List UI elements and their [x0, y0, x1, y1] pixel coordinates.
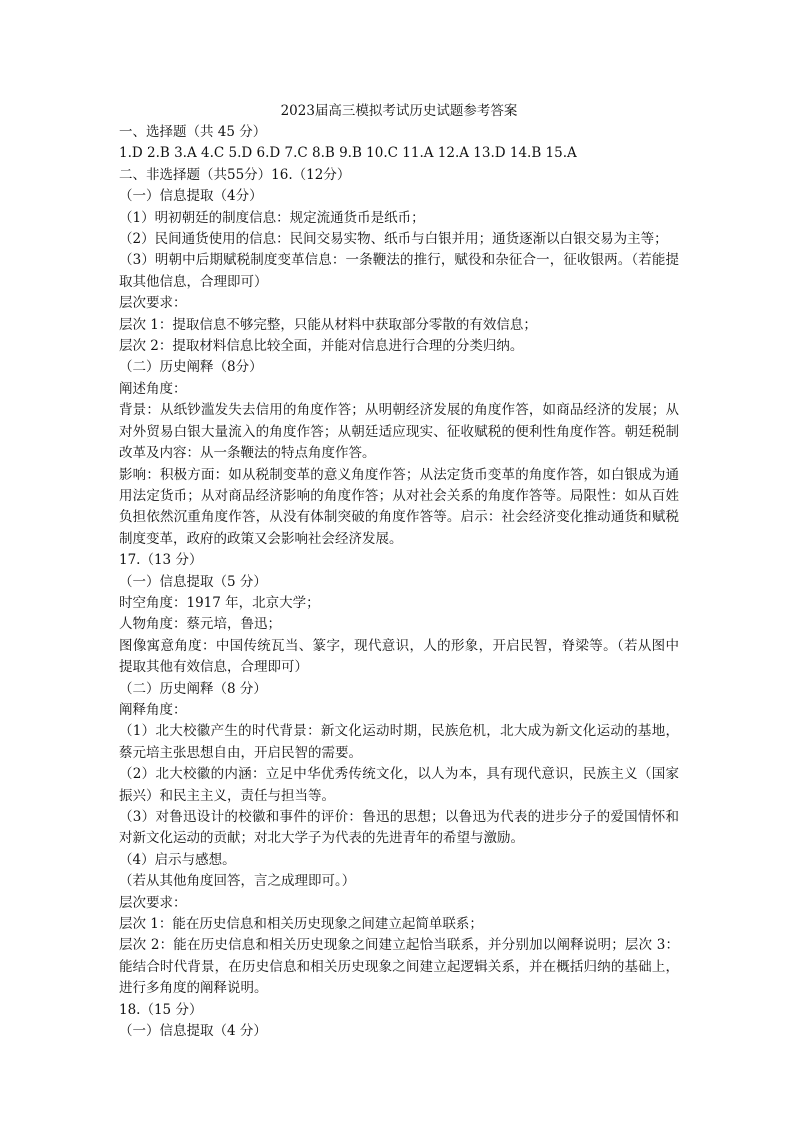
- answer-paragraph: 图像寓意角度：中国传统瓦当、篆字，现代意识，人的形象，开启民智，脊梁等。（若从图中提取其他有效信息，合理即可）: [119, 637, 679, 676]
- answer-paragraph: （1）北大校徽产生的时代背景：新文化运动时期，民族危机，北大成为新文化运动的基地，蔡元培主张思想自由，开启民智的需要。: [119, 723, 679, 761]
- answer-paragraph: 背景：从纸钞滥发失去信用的角度作答；从明朝经济发展的角度作答，如商品经济的发展；从对外贸易白银大量流入的角度作答；从朝廷适应现实、征收赋税的便利性角度作答。朝廷税制改革及内容：从一条鞭法的特点角度作答。: [119, 402, 679, 462]
- answer-line: （1）明初朝廷的制度信息：规定流通货币是纸币；: [119, 209, 425, 226]
- subsection-heading: （二）历史阐释（8 分）: [119, 680, 267, 697]
- answer-line: （2）民间通货使用的信息：民间交易实物、纸币与白银并用；通货逐渐以白银交易为主等；: [119, 231, 668, 248]
- section-heading: 一、选择题（共 45 分）: [119, 124, 267, 140]
- level-line: 层次 1：能在历史信息和相关历史现象之间建立起简单联系；: [119, 916, 483, 933]
- level-heading: 层次要求：: [119, 894, 187, 911]
- answer-line: 时空角度：1917 年，北京大学；: [119, 594, 320, 611]
- answer-line: （4）启示与感想。: [119, 851, 236, 868]
- subsection-heading: （一）信息提取（5 分）: [119, 573, 267, 590]
- answer-paragraph: （3）明朝中后期赋税制度变革信息：一条鞭法的推行，赋役和杂征合一，征收银两。（若能提取其他信息，合理即可）: [119, 252, 679, 290]
- question-heading: 17.（13 分）: [119, 552, 203, 569]
- mc-answers: 1.D 2.B 3.A 4.C 5.D 6.D 7.C 8.B 9.B 10.C 11.A 12.A 13.D 14.B 15.A: [119, 145, 577, 162]
- angle-heading: 阐述角度：: [119, 380, 187, 397]
- subsection-heading: （一）信息提取（4分）: [119, 188, 263, 205]
- answer-note: （若从其他角度回答，言之成理即可。）: [119, 873, 356, 890]
- answer-key-body: [119, 100, 679, 1042]
- document-title: 2023届高三模拟考试历史试题参考答案: [280, 103, 518, 119]
- level-line: 层次 2：提取材料信息比较全面，并能对信息进行合理的分类归纳。: [119, 338, 524, 355]
- answer-line: 人物角度：蔡元培，鲁迅；: [119, 616, 281, 633]
- section-heading: 二、非选择题（共55分）16.（12分）: [119, 166, 351, 183]
- question-heading: 18.（15 分）: [119, 1001, 203, 1018]
- level-paragraph: 层次 2：能在历史信息和相关历史现象之间建立起恰当联系，并分别加以阐释说明；层次 3：能结合时代背景，在历史信息和相关历史现象之间建立起逻辑关系，并在概括归纳的基础上，进行多角度的阐释说明。: [119, 937, 679, 997]
- level-heading: 层次要求：: [119, 295, 187, 312]
- answer-paragraph: 影响：积极方面：如从税制变革的意义角度作答；从法定货币变革的角度作答，如白银成为通用法定货币；从对商品经济影响的角度作答；从对社会关系的角度作答等。局限性：如从百姓负担依然沉重角度作答，从没有体制突破的角度作答等。启示：社会经济变化推动通货和赋税制度变革，政府的政策又会影响社会经济发展。: [119, 466, 679, 547]
- answer-paragraph: （2）北大校徽的内涵：立足中华优秀传统文化，以人为本，具有现代意识，民族主义（国家振兴）和民主主义，责任与担当等。: [119, 766, 679, 804]
- subsection-heading: （一）信息提取（4 分）: [119, 1023, 267, 1040]
- subsection-heading: （二）历史阐释（8分）: [119, 359, 263, 376]
- answer-paragraph: （3）对鲁迅设计的校徽和事件的评价：鲁迅的思想；以鲁迅为代表的进步分子的爱国情怀和对新文化运动的贡献；对北大学子为代表的先进青年的希望与激励。: [119, 809, 679, 847]
- level-line: 层次 1：提取信息不够完整，只能从材料中获取部分零散的有效信息；: [119, 316, 537, 333]
- angle-heading: 阐释角度：: [119, 701, 187, 718]
